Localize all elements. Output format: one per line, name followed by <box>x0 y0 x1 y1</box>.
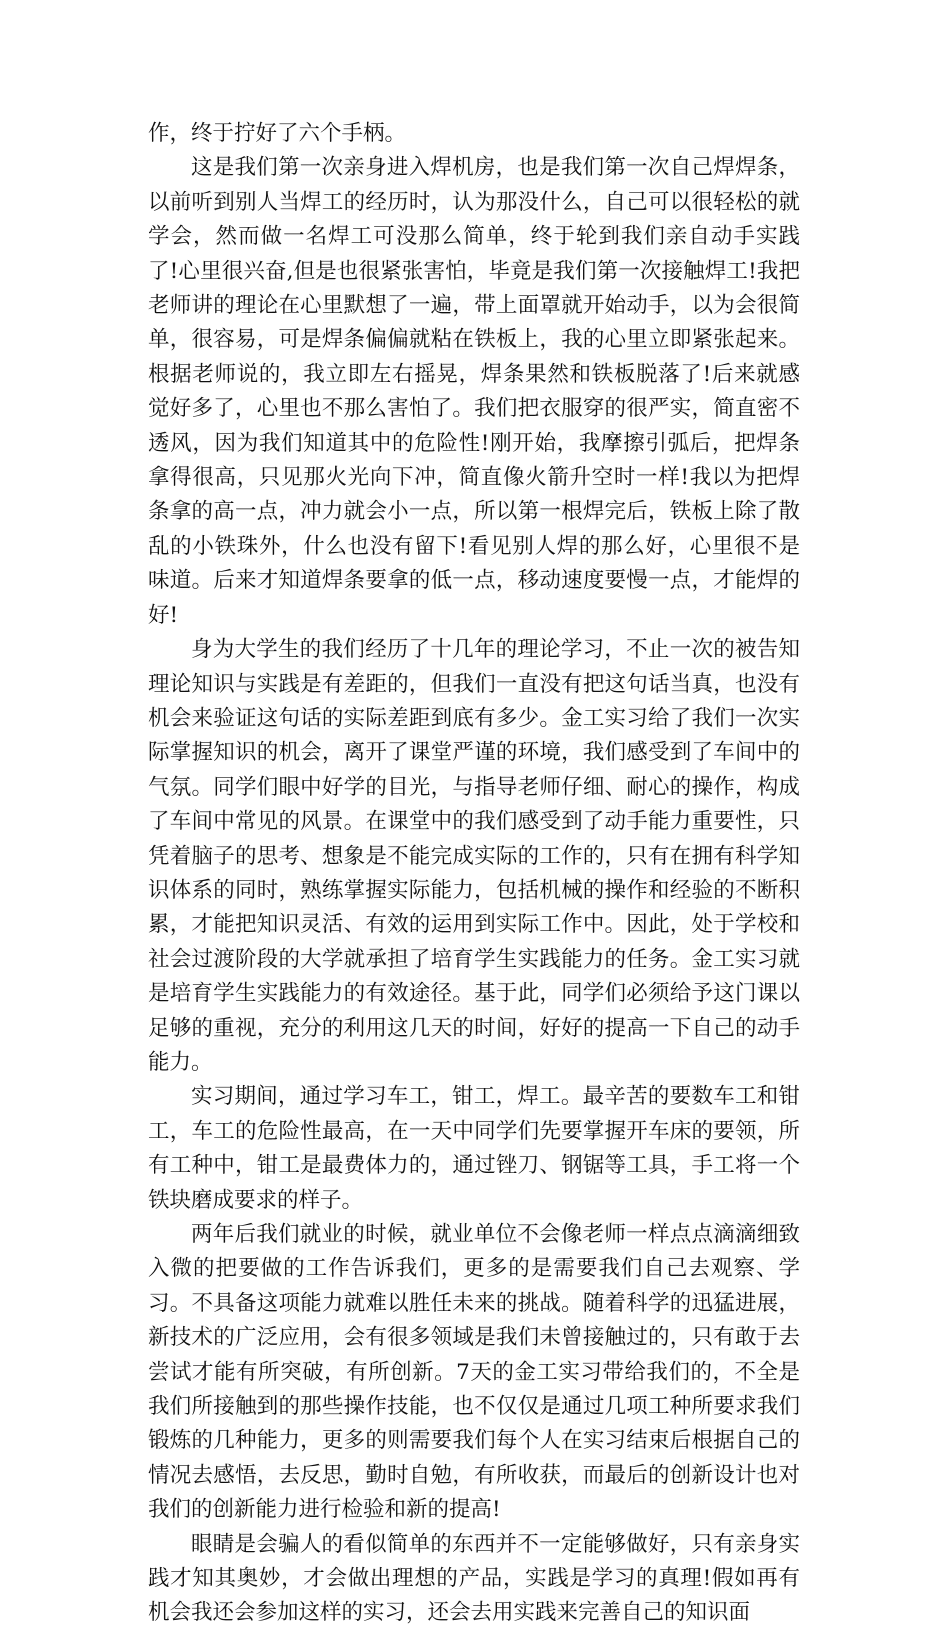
paragraph-welding: 这是我们第一次亲身进入焊机房，也是我们第一次自己焊焊条，以前听到别人当焊工的经历时，认为那没什么，自己可以很轻松的就学会，然而做一名焊工可没那么简单，终于轮到我们亲自动手实践了!心里很兴奋,但是也很紧张害怕，毕竟是我们第一次接触焊工!我把老师讲的理论在心里默想了一遍，带上面罩就开始动手，以为会很简单，很容易，可是焊条偏偏就粘在铁板上，我的心里立即紧张起来。根据老师说的，我立即左右摇晃，焊条果然和铁板脱落了!后来就感觉好多了，心里也不那么害怕了。我们把衣服穿的很严实，简直密不透风，因为我们知道其中的危险性!刚开始，我摩擦引弧后，把焊条拿得很高，只见那火光向下冲，简直像火箭升空时一样!我以为把焊条拿的高一点，冲力就会小一点，所以第一根焊完后，铁板上除了散乱的小铁珠外，什么也没有留下!看见别人焊的那么好，心里很不是味道。后来才知道焊条要拿的低一点，移动速度要慢一点，才能焊的好! <box>148 155 800 628</box>
paragraph-internship-period: 实习期间，通过学习车工，钳工，焊工。最辛苦的要数车工和钳工，车工的危险性最高，在一天中同学们先要掌握开车床的要领，所有工种中，钳工是最费体力的，通过锉刀、钢锯等工具，手工将一个铁块磨成要求的样子。 <box>148 1084 800 1213</box>
paragraph-theory-practice: 身为大学生的我们经历了十几年的理论学习，不止一次的被告知理论知识与实践是有差距的，但我们一直没有把这句话当真，也没有机会来验证这句话的实际差距到底有多少。金工实习给了我们一次实际掌握知识的机会，离开了课堂严谨的环境，我们感受到了车间中的气氛。同学们眼中好学的目光，与指导老师仔细、耐心的操作，构成了车间中常见的风景。在课堂中的我们感受到了动手能力重要性，只凭着脑子的思考、想象是不能完成实际的工作的，只有在拥有科学知识体系的同时，熟练掌握实际能力，包括机械的操作和经验的不断积累，才能把知识灵活、有效的运用到实际工作中。因此，处于学校和社会过渡阶段的大学就承担了培育学生实践能力的任务。金工实习就是培育学生实践能力的有效途径。基于此，同学们必须给予这门课以足够的重视，充分的利用这几天的时间，好好的提高一下自己的动手能力。 <box>148 637 800 1075</box>
paragraph-conclusion: 眼睛是会骗人的看似简单的东西并不一定能够做好，只有亲身实践才知其奥妙，才会做出理想的产品，实践是学习的真理!假如再有机会我还会参加这样的实习，还会去用实践来完善自己的知识面 <box>148 1531 800 1626</box>
paragraph-employment: 两年后我们就业的时候，就业单位不会像老师一样点点滴滴细致入微的把要做的工作告诉我们，更多的是需要我们自己去观察、学习。不具备这项能力就难以胜任未来的挑战。随着科学的迅猛进展，新技术的广泛应用，会有很多领域是我们未曾接触过的，只有敢于去尝试才能有所突破，有所创新。7天的金工实习带给我们的，不全是我们所接触到的那些操作技能，也不仅仅是通过几项工种所要求我们锻炼的几种能力，更多的则需要我们每个人在实习结束后根据自己的情况去感悟，去反思，勤时自勉，有所收获，而最后的创新设计也对我们的创新能力进行检验和新的提高! <box>148 1222 800 1523</box>
paragraph-continuation: 作，终于拧好了六个手柄。 <box>148 121 407 146</box>
document-body <box>148 117 800 1631</box>
